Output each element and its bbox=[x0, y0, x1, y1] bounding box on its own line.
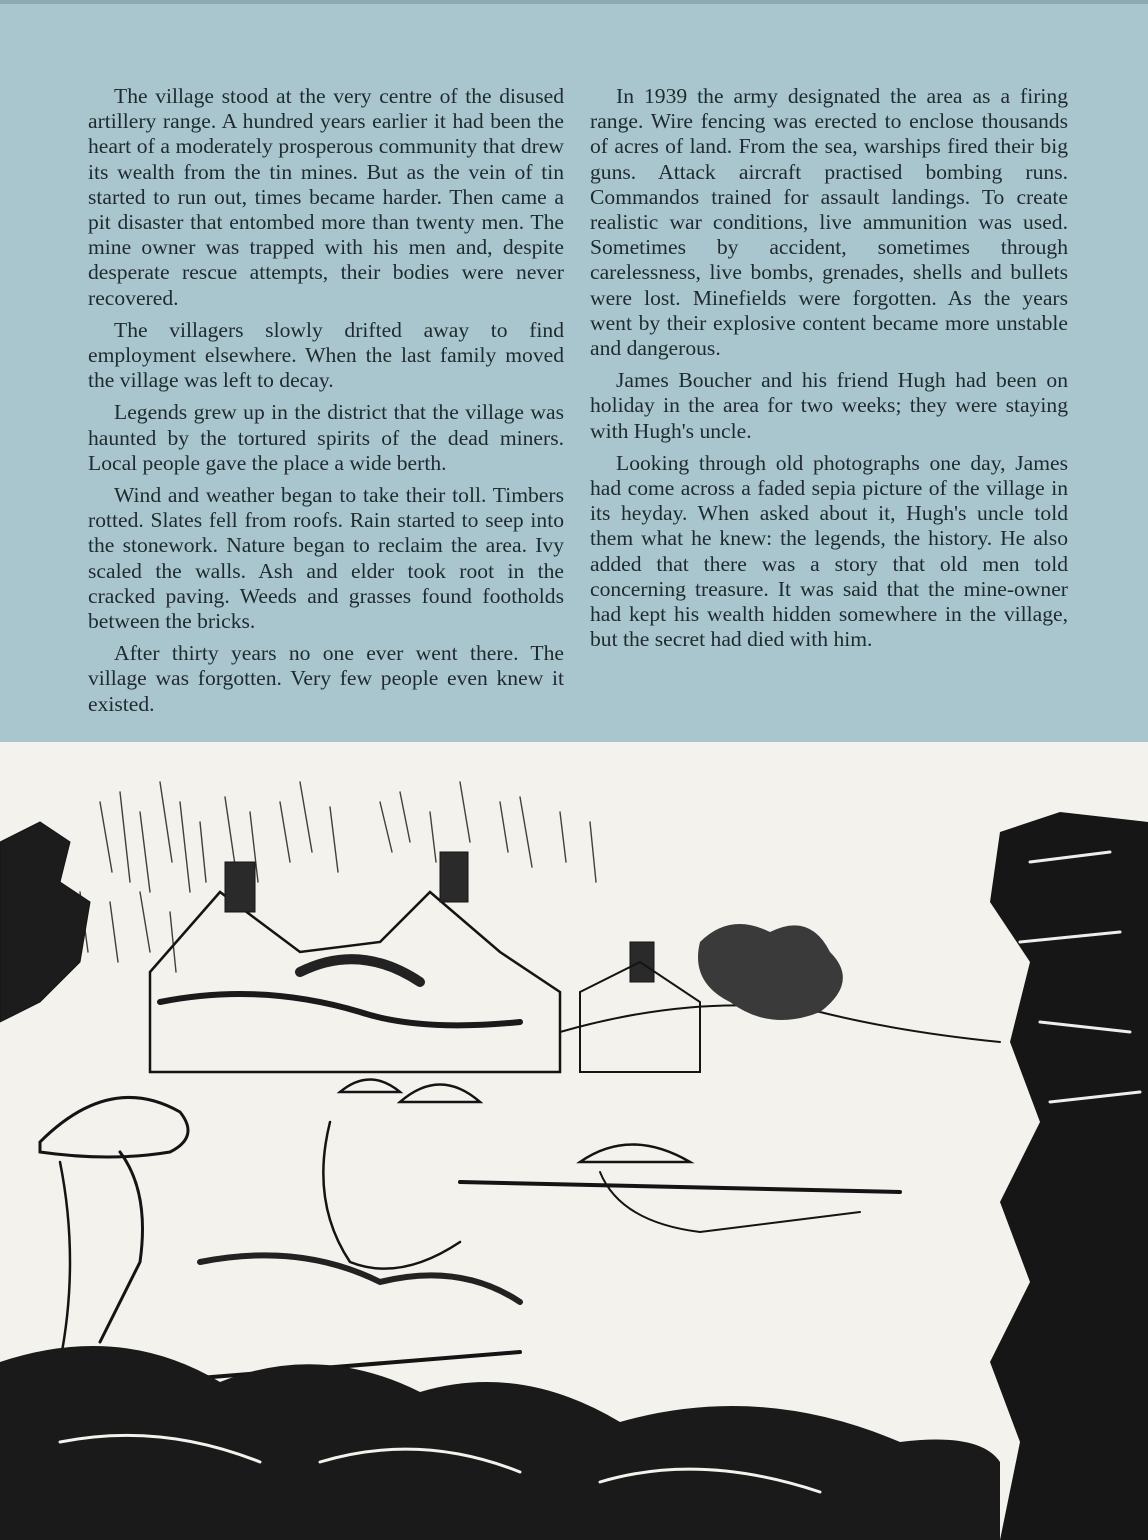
helmet-soldier-4 bbox=[580, 1145, 690, 1163]
paragraph: Legends grew up in the district that the village was haunted by the tortured spirits of the dead miners. Local people gave the place a wide berth. bbox=[88, 400, 564, 475]
paragraph: Wind and weather began to take their toll. Timbers rotted. Slates fell from roofs. Rain started to seep into the stonework. Nature began to reclaim the area. Ivy scaled the walls. Ash and elder took root in the cracked paving. Weeds and grasses found footholds between the bricks. bbox=[88, 483, 564, 634]
right-rock-wall bbox=[990, 812, 1148, 1540]
paragraph: Looking through old photographs one day, James had come across a faded sepia picture of the village in its heyday. When asked about it, Hugh's uncle told them what he knew: the legends, the history. He also added that there was a story that old men told concerning treasure. It was said that the mine-owner had kept his wealth hidden somewhere in the village, but the secret had died with him. bbox=[590, 450, 1068, 652]
left-ruined-wall bbox=[0, 822, 90, 1022]
smoke-hatching bbox=[60, 782, 596, 972]
paragraph: The village stood at the very centre of the disused artillery range. A hundred years earlier it had been the heart of a moderately prosperous community that drew its wealth from the tin mines. But as the vein of tin started to run out, times became harder. Then came a pit disaster that entombed more than twenty men. The mine owner was trapped with his men and, despite desperate rescue attempts, their bodies were never recovered. bbox=[88, 84, 564, 310]
foreground-rubble bbox=[0, 1346, 1000, 1540]
ruined-cottages bbox=[150, 852, 700, 1072]
rifle bbox=[460, 1182, 900, 1192]
helmet-soldier-2 bbox=[340, 1080, 400, 1093]
paragraph: James Boucher and his friend Hugh had been on holiday in the area for two weeks; they were staying with Hugh's uncle. bbox=[590, 368, 1068, 443]
helmet-soldier-3 bbox=[400, 1085, 480, 1103]
soldiers-illustration bbox=[0, 742, 1148, 1540]
helmet-front-soldier bbox=[40, 1097, 188, 1157]
paragraph: The villagers slowly drifted away to find employment elsewhere. When the last family moved the village was left to decay. bbox=[88, 317, 564, 393]
soldiers bbox=[40, 1080, 900, 1383]
paragraph: After thirty years no one ever went there. The village was forgotten. Very few people even knew it existed. bbox=[88, 641, 564, 716]
text-panel bbox=[0, 0, 1148, 742]
illustration-art bbox=[0, 742, 1148, 1540]
left-text-column bbox=[88, 84, 564, 724]
paragraph: In 1939 the army designated the area as a firing range. Wire fencing was erected to enclose thousands of acres of land. From the sea, warships fired their big guns. Attack aircraft practised bombing runs. Commandos trained for assault landings. To create realistic war conditions, live ammunition was used. Sometimes by accident, sometimes through carelessness, live bombs, grenades, shells and bullets were lost. Minefields were forgotten. As the years went by their explosive content became more unstable and dangerous. bbox=[590, 84, 1068, 361]
right-text-column bbox=[590, 84, 1068, 659]
